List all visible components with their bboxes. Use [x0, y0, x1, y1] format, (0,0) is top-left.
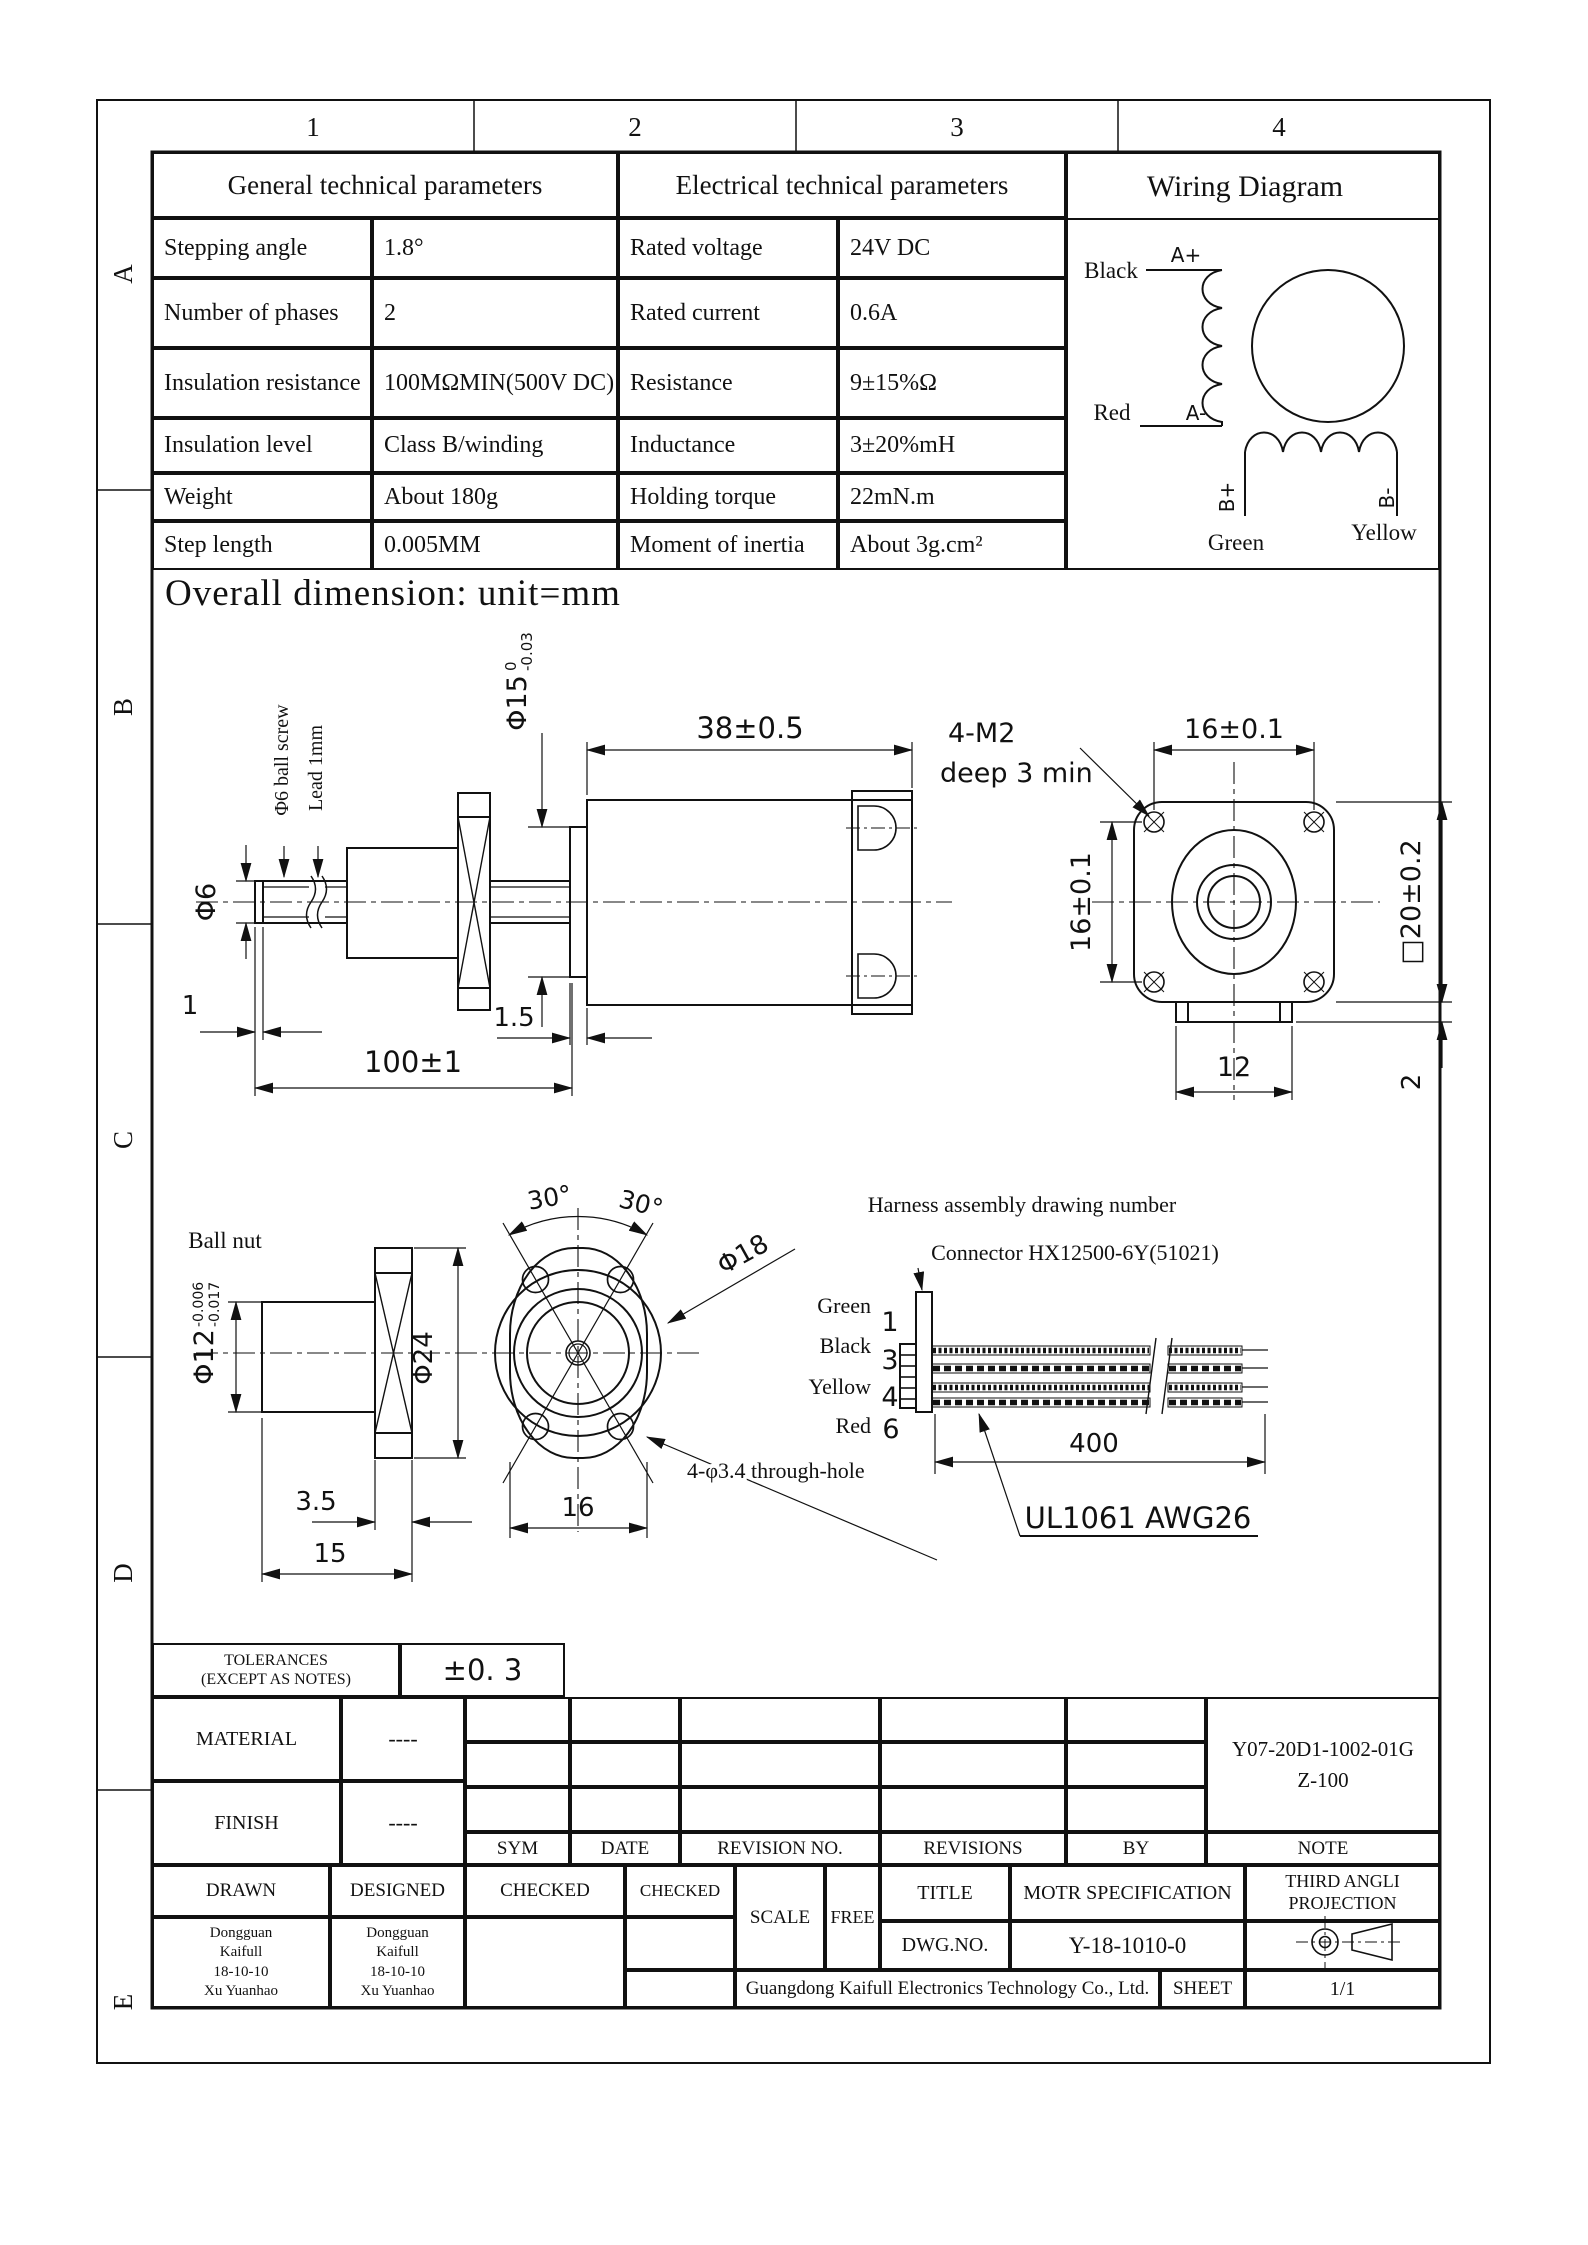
dim-phi12-lower: -0.017: [207, 1281, 223, 1327]
tolerances-line1: TOLERANCES: [224, 1651, 328, 1669]
dim-16-h: 16±0.1: [1184, 714, 1284, 745]
sheet-label: SHEET: [1160, 1970, 1245, 2008]
wire-pin-4: 4: [881, 1382, 899, 1413]
drawn-value: [152, 1917, 330, 2008]
rev-grid-cell: [1066, 1742, 1206, 1787]
dim-3-5: 3.5: [295, 1487, 337, 1517]
third-angle-line1: THIRD ANGLI: [1285, 1871, 1400, 1892]
wiring-green-label: Green: [1207, 530, 1265, 555]
dim-16-flange: 16: [561, 1493, 595, 1523]
third-angle-symbol-cell: [1245, 1921, 1440, 1970]
dim-1-5: 1.5: [493, 1003, 535, 1033]
dim-phi6: Φ6: [191, 882, 222, 922]
dim-12: 12: [1216, 1052, 1252, 1083]
rev-grid-cell: [880, 1697, 1066, 1742]
electrical-row-label: Resistance: [618, 348, 838, 418]
electrical-row-label: Moment of inertia: [618, 521, 838, 570]
wiring-a-plus: A+: [1170, 243, 1202, 267]
tolerances-label: [152, 1643, 400, 1697]
designed-line: Kaifull: [376, 1944, 419, 1960]
note-value-line2: Z-100: [1297, 1767, 1349, 1792]
dim-2: 2: [1397, 1073, 1427, 1091]
zone-col-4: 4: [1272, 112, 1286, 142]
wiring-a-minus: A-: [1185, 401, 1207, 425]
rev-grid-cell: [465, 1697, 570, 1742]
sym-label: SYM: [465, 1832, 570, 1865]
general-row-value: 100MΩMIN(500V DC): [372, 348, 618, 418]
wiring-b-plus: B+: [1215, 481, 1239, 513]
third-angle-line2: PROJECTION: [1288, 1893, 1397, 1913]
checked2-value: [625, 1917, 735, 1970]
dim-30-left: 30°: [525, 1179, 574, 1216]
rev-grid-cell: [1066, 1697, 1206, 1742]
dim-16-v: 16±0.1: [1066, 852, 1097, 952]
finish-label: FINISH: [152, 1781, 341, 1865]
ball-nut-front-view: [495, 1208, 661, 1532]
wire-pin-1: 1: [881, 1307, 899, 1338]
tolerances-value: ±0. 3: [400, 1643, 565, 1697]
electrical-row-value: 0.6A: [838, 278, 1066, 348]
revision-no-label: REVISION NO.: [680, 1832, 880, 1865]
general-row-label: Insulation level: [152, 418, 372, 473]
wiring-b-minus: B-: [1375, 487, 1399, 509]
label-lead: Lead 1mm: [305, 724, 327, 812]
title-value: MOTR SPECIFICATION: [1010, 1865, 1245, 1921]
dim-phi12-upper: -0.006: [191, 1281, 207, 1327]
wire-color-green: Green: [817, 1293, 871, 1318]
zone-row-b: B: [108, 697, 138, 717]
dim-15: 15: [313, 1539, 347, 1569]
revisions-label: REVISIONS: [880, 1832, 1066, 1865]
ball-nut-title: Ball nut: [188, 1228, 262, 1253]
electrical-row-label: Inductance: [618, 418, 838, 473]
drawn-line: Kaifull: [219, 1944, 263, 1960]
electrical-row-value: 22mN.m: [838, 473, 1066, 521]
general-row-value: 1.8°: [372, 218, 618, 278]
dim-1: 1: [181, 991, 199, 1021]
checked1-value: [465, 1917, 625, 2008]
rev-grid-cell: [1066, 1787, 1206, 1832]
scale-value: FREE: [825, 1865, 880, 1970]
general-row-value: About 180g: [372, 473, 618, 521]
drawn-label: DRAWN: [152, 1865, 330, 1917]
dim-phi12: Φ12: [189, 1329, 220, 1385]
label-deep3min: deep 3 min: [940, 758, 1093, 789]
date-label: DATE: [570, 1832, 680, 1865]
wire-color-red: Red: [835, 1413, 871, 1438]
zone-row-d: D: [108, 1563, 138, 1583]
electrical-row-value: 24V DC: [838, 218, 1066, 278]
electrical-row-value: About 3g.cm²: [838, 521, 1066, 570]
wiring-black-label: Black: [1084, 258, 1138, 283]
ball-nut-side-text: [188, 1228, 439, 1569]
motor-side-view: [196, 791, 952, 1014]
general-row-label: Number of phases: [152, 278, 372, 348]
general-row-label: Step length: [152, 521, 372, 570]
rev-grid-cell: [680, 1742, 880, 1787]
checked1-label: CHECKED: [465, 1865, 625, 1917]
empty-cell: [625, 1970, 735, 2008]
general-row-label: Weight: [152, 473, 372, 521]
harness-connector: Connector HX12500-6Y(51021): [931, 1240, 1219, 1265]
rev-grid-cell: [880, 1742, 1066, 1787]
general-row-value: 0.005MM: [372, 521, 618, 570]
electrical-row-label: Holding torque: [618, 473, 838, 521]
motor-front-view: [1092, 762, 1380, 1100]
designed-line: Xu Yuanhao: [360, 1983, 435, 1999]
third-angle-label: [1245, 1865, 1440, 1921]
zone-row-c: C: [108, 1130, 138, 1150]
rev-grid-cell: [465, 1787, 570, 1832]
rev-grid-cell: [570, 1742, 680, 1787]
title-label: TITLE: [880, 1865, 1010, 1921]
finish-value: ----: [341, 1781, 465, 1865]
harness-drawing: [900, 1268, 1268, 1536]
general-row-value: Class B/winding: [372, 418, 618, 473]
zone-col-2: 2: [628, 112, 642, 142]
electrical-table-title: Electrical technical parameters: [618, 152, 1066, 218]
designed-value: [330, 1917, 465, 2008]
ball-nut-front-text: [525, 1180, 864, 1523]
dwg-no-value: Y-18-1010-0: [1010, 1921, 1245, 1970]
zone-row-e: E: [108, 1993, 138, 2011]
zone-row-a: A: [108, 264, 138, 284]
scale-label: SCALE: [735, 1865, 825, 1970]
dim-phi15: Φ15: [502, 675, 533, 731]
dim-38: 38±0.5: [696, 711, 804, 745]
dim-30-right: 30°: [616, 1184, 667, 1224]
motor-side-dim-text: [182, 632, 804, 1079]
wiring-yellow-label: Yellow: [1351, 520, 1417, 545]
zone-col-3: 3: [950, 112, 964, 142]
company-name: Guangdong Kaifull Electronics Technology Co., Ltd.: [735, 1970, 1160, 2008]
general-row-value: 2: [372, 278, 618, 348]
material-value: ----: [341, 1697, 465, 1781]
rev-grid-cell: [465, 1742, 570, 1787]
note-value-line1: Y07-20D1-1002-01G: [1232, 1737, 1414, 1762]
rev-grid-cell: [570, 1697, 680, 1742]
drawn-line: Dongguan: [209, 1924, 273, 1941]
dwg-no-label: DWG.NO.: [880, 1921, 1010, 1970]
rev-grid-cell: [680, 1697, 880, 1742]
label-ball-screw: Φ6 ball screw: [271, 704, 293, 816]
wiring-diagram-box: [1066, 152, 1440, 570]
wire-spec: UL1061 AWG26: [1024, 1501, 1252, 1535]
by-label: BY: [1066, 1832, 1206, 1865]
dim-phi15-lower: -0.03: [518, 632, 536, 671]
electrical-row-value: 3±20%mH: [838, 418, 1066, 473]
general-row-label: Stepping angle: [152, 218, 372, 278]
drawn-line: Xu Yuanhao: [203, 1983, 278, 1999]
checked2-label: CHECKED: [625, 1865, 735, 1917]
designed-label: DESIGNED: [330, 1865, 465, 1917]
rev-grid-cell: [880, 1787, 1066, 1832]
wire-color-black: Black: [819, 1333, 871, 1358]
wire-pin-3: 3: [881, 1345, 899, 1376]
note-value: [1206, 1697, 1440, 1832]
rev-grid-cell: [680, 1787, 880, 1832]
material-label: MATERIAL: [152, 1697, 341, 1781]
drawn-line: 18-10-10: [213, 1963, 269, 1980]
designed-line: Dongguan: [366, 1924, 429, 1941]
ball-nut-side-view: [196, 1248, 700, 1458]
dim-100: 100±1: [363, 1045, 463, 1079]
dim-20: □20±0.2: [1396, 839, 1427, 965]
designed-line: 18-10-10: [370, 1963, 425, 1980]
wire-color-yellow: Yellow: [808, 1374, 871, 1399]
dim-phi15-upper: 0: [502, 661, 520, 671]
dim-phi18: Φ18: [712, 1228, 774, 1282]
label-4m2: 4-M2: [948, 718, 1016, 749]
electrical-row-label: Rated current: [618, 278, 838, 348]
general-table-title: General technical parameters: [152, 152, 618, 218]
harness-heading: Harness assembly drawing number: [867, 1192, 1177, 1217]
sheet-value: 1/1: [1245, 1970, 1440, 2008]
wire-pin-6: 6: [882, 1414, 900, 1445]
note-label: NOTE: [1206, 1832, 1440, 1865]
wiring-red-label: Red: [1093, 400, 1131, 425]
ball-nut-side-dims: [228, 1248, 472, 1582]
electrical-row-value: 9±15%Ω: [838, 348, 1066, 418]
wiring-title: Wiring Diagram: [1146, 170, 1344, 203]
overall-dimension-heading: Overall dimension: unit=mm: [165, 573, 621, 614]
dim-phi24: Φ24: [409, 1331, 439, 1385]
tolerances-line2: (EXCEPT AS NOTES): [201, 1671, 351, 1688]
general-row-label: Insulation resistance: [152, 348, 372, 418]
dim-400: 400: [1069, 1429, 1119, 1459]
zone-col-1: 1: [306, 112, 320, 142]
electrical-row-label: Rated voltage: [618, 218, 838, 278]
label-through-hole: 4-φ3.4 through-hole: [687, 1458, 865, 1483]
rev-grid-cell: [570, 1787, 680, 1832]
